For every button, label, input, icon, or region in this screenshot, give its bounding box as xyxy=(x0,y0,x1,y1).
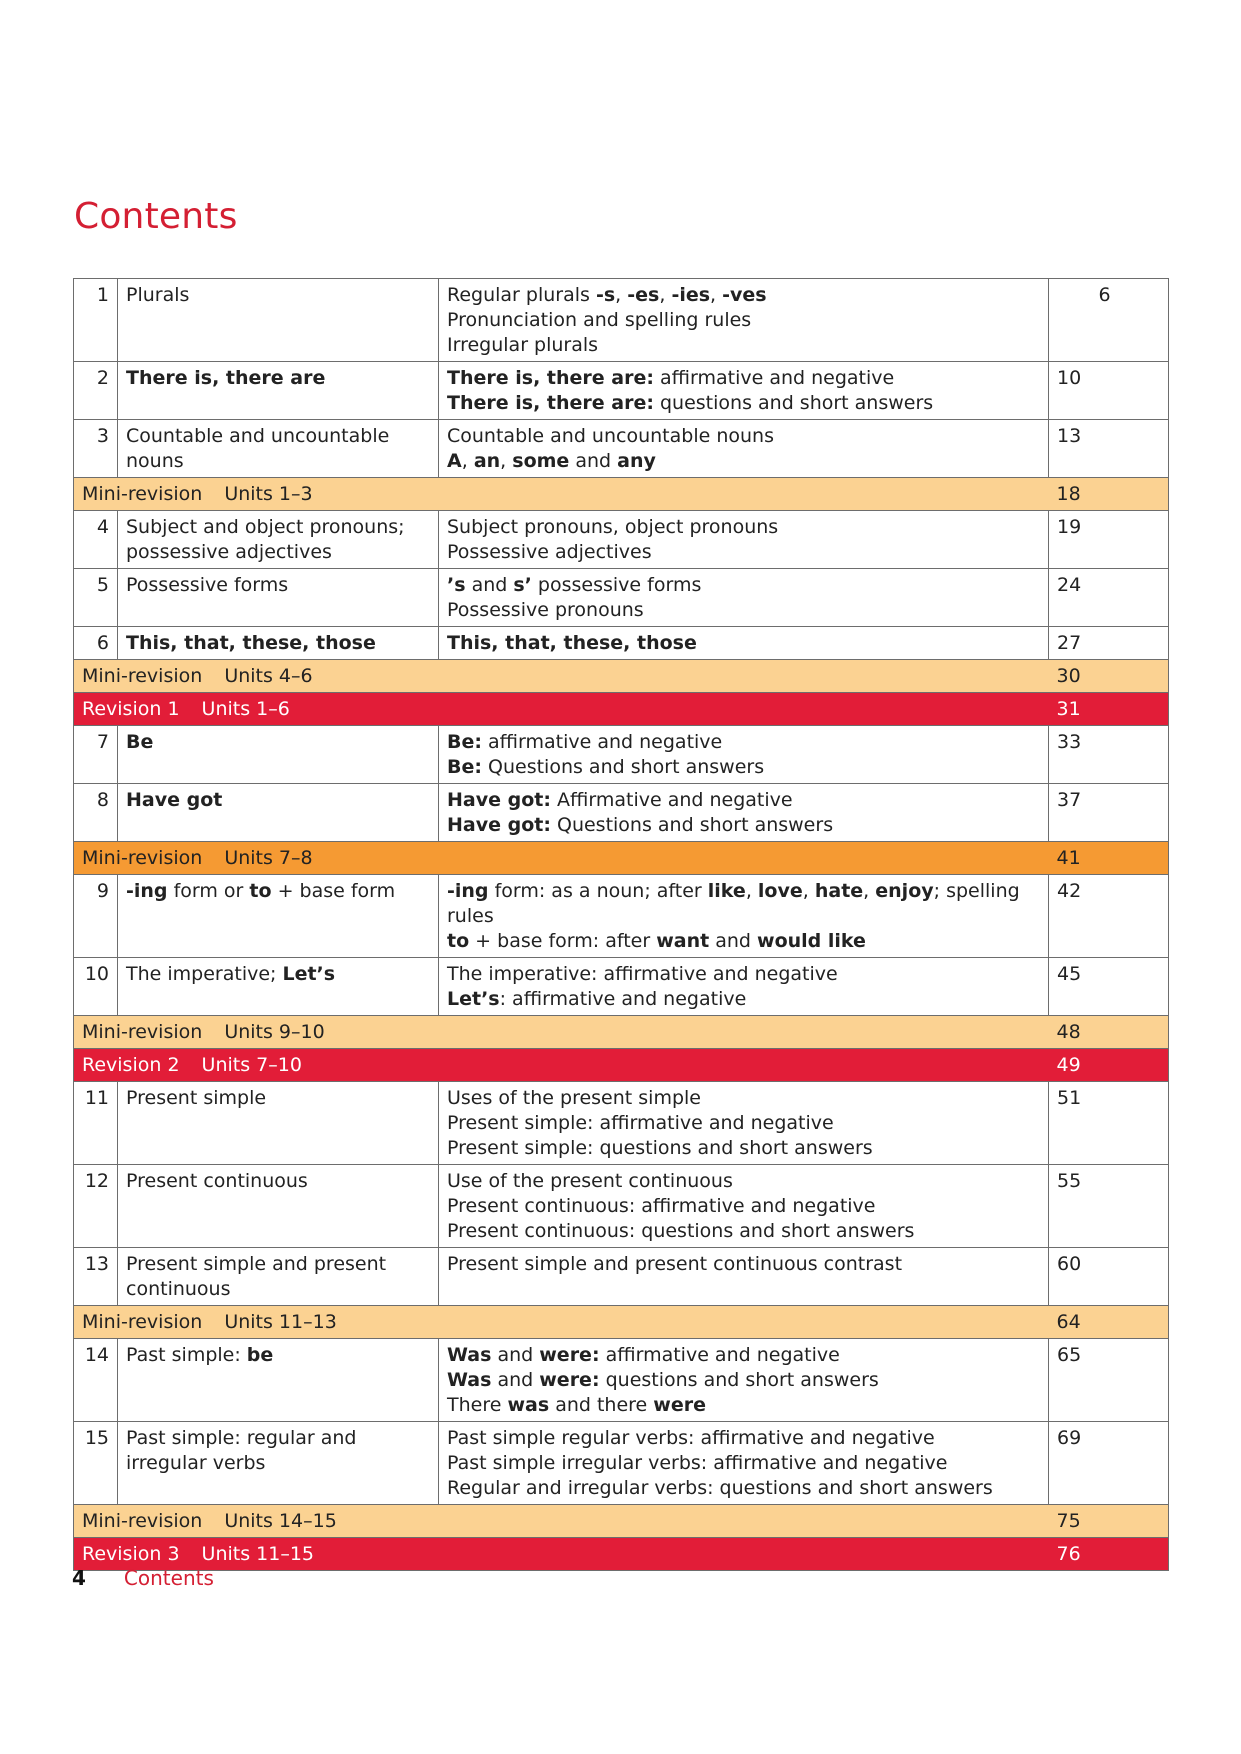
unit-items: Was and were: affirmative and negative Was and were: questions and short answers There was and there were xyxy=(439,1339,1049,1422)
band-label: Mini-revision xyxy=(82,483,203,505)
band-units: Units 14–15 xyxy=(224,1510,337,1532)
unit-row xyxy=(74,1422,1169,1505)
unit-items: ’s and s’ possessive forms Possessive pronouns xyxy=(439,569,1049,627)
unit-topic: Subject and object pronouns; possessive adjectives xyxy=(118,511,439,569)
unit-row xyxy=(74,875,1169,958)
unit-row xyxy=(74,362,1169,420)
unit-number: 4 xyxy=(74,511,118,569)
page-number: 49 xyxy=(1049,1049,1169,1082)
unit-items: Use of the present continuous Present continuous: affirmative and negative Present continuous: questions and short answers xyxy=(439,1165,1049,1248)
band-units: Units 11–13 xyxy=(224,1311,337,1333)
band-label: Mini-revision xyxy=(82,1510,203,1532)
page-number: 24 xyxy=(1049,569,1169,627)
unit-number: 12 xyxy=(74,1165,118,1248)
unit-row xyxy=(74,1248,1169,1306)
unit-row xyxy=(74,1082,1169,1165)
unit-topic: Be xyxy=(118,726,439,784)
band-label: Revision 3 xyxy=(82,1543,180,1565)
band-label: Mini-revision xyxy=(82,1311,203,1333)
revision-row xyxy=(74,1049,1169,1082)
unit-number: 9 xyxy=(74,875,118,958)
band-label: Revision 2 xyxy=(82,1054,180,1076)
page-number: 45 xyxy=(1049,958,1169,1016)
unit-number: 6 xyxy=(74,627,118,660)
page-number: 31 xyxy=(1049,693,1169,726)
contents-table xyxy=(73,278,1169,1571)
page-number: 64 xyxy=(1049,1306,1169,1339)
band-units: Units 9–10 xyxy=(224,1021,325,1043)
unit-row xyxy=(74,726,1169,784)
unit-number: 1 xyxy=(74,279,118,362)
page-number: 33 xyxy=(1049,726,1169,784)
page-number: 69 xyxy=(1049,1422,1169,1505)
unit-topic: There is, there are xyxy=(118,362,439,420)
unit-topic: Present simple and present continuous xyxy=(118,1248,439,1306)
page-number: 13 xyxy=(1049,420,1169,478)
unit-items: Present simple and present continuous contrast xyxy=(439,1248,1049,1306)
unit-row xyxy=(74,784,1169,842)
revision-row xyxy=(74,693,1169,726)
page-number: 27 xyxy=(1049,627,1169,660)
band-units: Units 1–3 xyxy=(224,483,313,505)
unit-topic: Present continuous xyxy=(118,1165,439,1248)
footer-page-number: 4 xyxy=(72,1566,86,1590)
band-label: Mini-revision xyxy=(82,665,203,687)
mini-revision-row xyxy=(74,842,1169,875)
band-units: Units 11–15 xyxy=(201,1543,315,1565)
unit-topic: Past simple: regular and irregular verbs xyxy=(118,1422,439,1505)
page-number: 18 xyxy=(1049,478,1169,511)
page-number: 75 xyxy=(1049,1505,1169,1538)
unit-number: 3 xyxy=(74,420,118,478)
band-units: Units 7–10 xyxy=(201,1054,302,1076)
unit-number: 7 xyxy=(74,726,118,784)
page-number: 55 xyxy=(1049,1165,1169,1248)
unit-items: Uses of the present simple Present simple: affirmative and negative Present simple: questions and short answers xyxy=(439,1082,1049,1165)
page-number: 60 xyxy=(1049,1248,1169,1306)
unit-row xyxy=(74,569,1169,627)
unit-items: The imperative: affirmative and negative Let’s: affirmative and negative xyxy=(439,958,1049,1016)
unit-items: There is, there are: affirmative and negative There is, there are: questions and short answers xyxy=(439,362,1049,420)
revision-row xyxy=(74,1538,1169,1571)
band-label: Mini-revision xyxy=(82,1021,203,1043)
unit-number: 11 xyxy=(74,1082,118,1165)
unit-items: Regular plurals -s, -es, -ies, -ves Pronunciation and spelling rules Irregular plurals xyxy=(439,279,1049,362)
unit-topic: The imperative; Let’s xyxy=(118,958,439,1016)
page-number: 6 xyxy=(1049,279,1169,362)
unit-topic: Have got xyxy=(118,784,439,842)
unit-row xyxy=(74,420,1169,478)
page-footer xyxy=(72,1566,214,1590)
band-units: Units 1–6 xyxy=(201,698,290,720)
band-label: Mini-revision xyxy=(82,847,203,869)
page-number: 41 xyxy=(1049,842,1169,875)
page-number: 42 xyxy=(1049,875,1169,958)
unit-items: Have got: Affirmative and negative Have got: Questions and short answers xyxy=(439,784,1049,842)
unit-row xyxy=(74,1339,1169,1422)
unit-items: This, that, these, those xyxy=(439,627,1049,660)
page-number: 76 xyxy=(1049,1538,1169,1571)
unit-items: Countable and uncountable nouns A, an, some and any xyxy=(439,420,1049,478)
page-number: 19 xyxy=(1049,511,1169,569)
unit-topic: Past simple: be xyxy=(118,1339,439,1422)
unit-number: 15 xyxy=(74,1422,118,1505)
mini-revision-row xyxy=(74,1306,1169,1339)
mini-revision-row xyxy=(74,1016,1169,1049)
unit-items: Be: affirmative and negative Be: Questions and short answers xyxy=(439,726,1049,784)
unit-topic: Countable and uncountable nouns xyxy=(118,420,439,478)
page-title: Contents xyxy=(74,196,238,237)
unit-row xyxy=(74,627,1169,660)
unit-number: 13 xyxy=(74,1248,118,1306)
mini-revision-row xyxy=(74,1505,1169,1538)
unit-topic: This, that, these, those xyxy=(118,627,439,660)
unit-topic: Plurals xyxy=(118,279,439,362)
unit-row xyxy=(74,279,1169,362)
unit-number: 8 xyxy=(74,784,118,842)
band-units: Units 7–8 xyxy=(224,847,313,869)
band-units: Units 4–6 xyxy=(224,665,313,687)
unit-topic: Possessive forms xyxy=(118,569,439,627)
unit-number: 10 xyxy=(74,958,118,1016)
page-number: 30 xyxy=(1049,660,1169,693)
unit-items: Past simple regular verbs: affirmative and negative Past simple irregular verbs: affirmative and negative Regular and irregular verbs: questions and short answers xyxy=(439,1422,1049,1505)
unit-row xyxy=(74,958,1169,1016)
page-number: 10 xyxy=(1049,362,1169,420)
mini-revision-row xyxy=(74,478,1169,511)
unit-row xyxy=(74,1165,1169,1248)
unit-topic: -ing form or to + base form xyxy=(118,875,439,958)
unit-number: 2 xyxy=(74,362,118,420)
unit-number: 14 xyxy=(74,1339,118,1422)
unit-row xyxy=(74,511,1169,569)
page-number: 51 xyxy=(1049,1082,1169,1165)
unit-items: Subject pronouns, object pronouns Possessive adjectives xyxy=(439,511,1049,569)
page-number: 48 xyxy=(1049,1016,1169,1049)
band-label: Revision 1 xyxy=(82,698,180,720)
unit-items: -ing form: as a noun; after like, love, hate, enjoy; spelling rules to + base form: after want and would like xyxy=(439,875,1049,958)
unit-number: 5 xyxy=(74,569,118,627)
footer-title: Contents xyxy=(123,1566,214,1590)
mini-revision-row xyxy=(74,660,1169,693)
unit-topic: Present simple xyxy=(118,1082,439,1165)
page-number: 65 xyxy=(1049,1339,1169,1422)
page-number: 37 xyxy=(1049,784,1169,842)
